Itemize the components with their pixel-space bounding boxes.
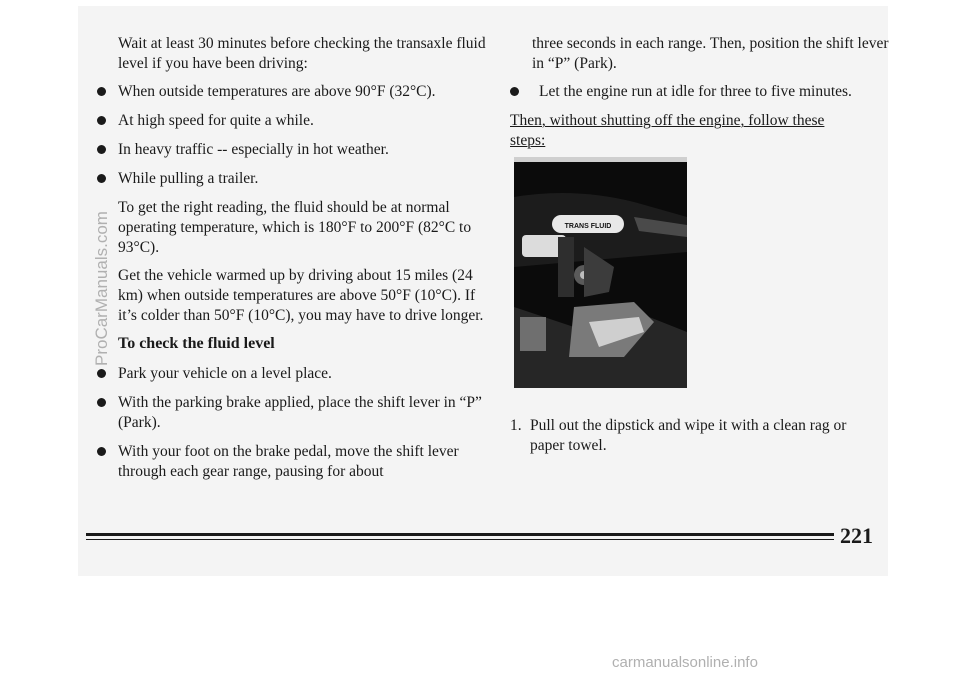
check-step-item: With your foot on the brake pedal, move the shift lever through each gear range, pausing for about xyxy=(118,442,488,482)
idle-bullet: Let the engine run at idle for three to five minutes. xyxy=(510,82,890,102)
right-column xyxy=(510,34,890,159)
bullet-icon xyxy=(97,174,106,183)
check-step-item: With the parking brake applied, place the shift lever in “P” (Park). xyxy=(118,393,488,433)
temperature-paragraph: To get the right reading, the fluid should be at normal operating temperature, which is 180°F to 200°F (82°C to 93°C). xyxy=(118,199,472,256)
bullet-icon xyxy=(97,145,106,154)
step-number: 1. xyxy=(510,417,522,434)
condition-item: At high speed for quite a while. xyxy=(118,111,488,131)
step-text: Pull out the dipstick and wipe it with a clean rag or paper towel. xyxy=(530,417,847,454)
bullet-icon xyxy=(97,116,106,125)
left-column xyxy=(118,34,488,491)
page-number: 221 xyxy=(840,523,873,548)
intro-paragraph: Wait at least 30 minutes before checking the transaxle fluid level if you have been driving: xyxy=(118,35,486,72)
condition-item: When outside temperatures are above 90°F (32°C). xyxy=(118,82,488,102)
section-heading: To check the fluid level xyxy=(118,335,275,352)
bullet-icon xyxy=(510,87,519,96)
check-steps-list xyxy=(118,364,488,482)
continuation-paragraph: three seconds in each range. Then, position the shift lever in “P” (Park). xyxy=(532,35,889,72)
conditions-list xyxy=(118,82,488,189)
warmup-paragraph: Get the vehicle warmed up by driving about 15 miles (24 km) when outside temperatures are above 50°F (10°C). If it’s colder than 50°F (10°C), you may have to drive longer. xyxy=(118,267,484,324)
check-step-item: Park your vehicle on a level place. xyxy=(118,364,488,384)
condition-item: In heavy traffic -- especially in hot weather. xyxy=(118,140,488,160)
then-instruction: Then, without shutting off the engine, follow these steps: xyxy=(510,112,825,149)
watermark-left: ProCarManuals.com xyxy=(92,211,111,366)
condition-item: While pulling a trailer. xyxy=(118,169,488,189)
engine-bay-photo-image xyxy=(514,157,687,388)
trans-fluid-label: TRANS FLUID xyxy=(564,223,612,230)
engine-bay-photo xyxy=(514,157,687,388)
footer-rule-thin xyxy=(86,539,834,540)
bullet-icon xyxy=(97,369,106,378)
step-1 xyxy=(510,416,880,456)
footer-rule xyxy=(86,533,834,536)
watermark-bottom: carmanualsonline.info xyxy=(612,654,758,671)
bullet-icon xyxy=(97,87,106,96)
bullet-icon xyxy=(97,398,106,407)
bullet-icon xyxy=(97,447,106,456)
